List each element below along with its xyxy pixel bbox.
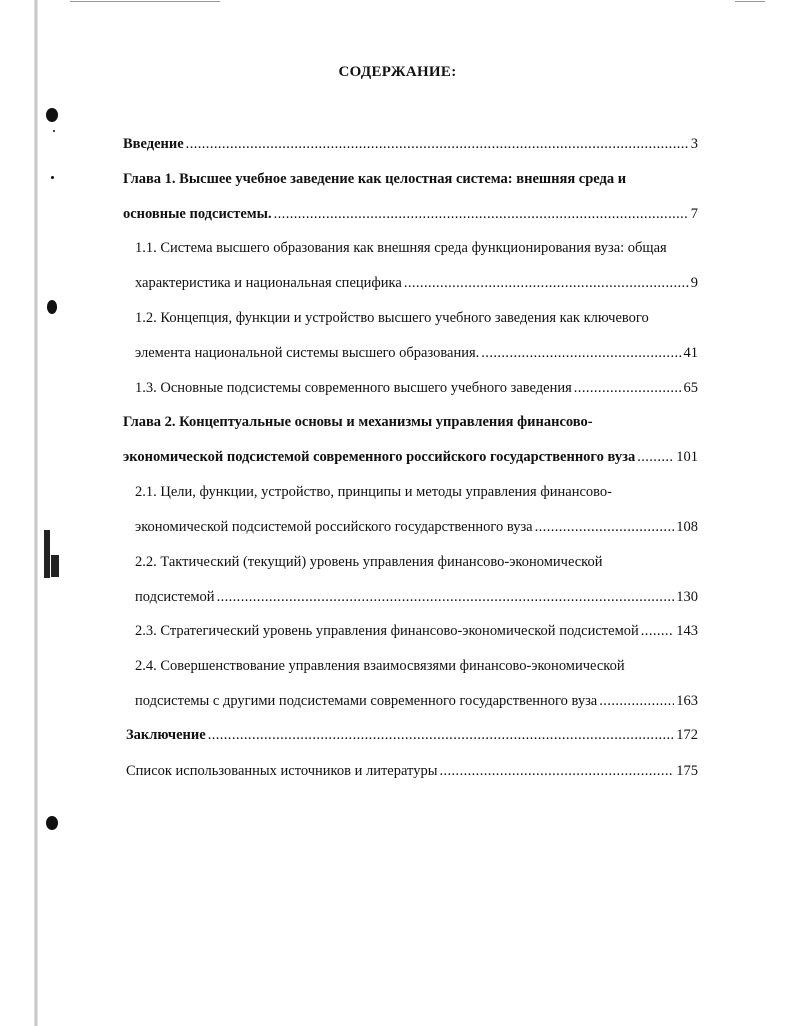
dot-leader (274, 205, 689, 223)
toc-entry-chapter-2 (123, 448, 698, 466)
toc-entry-chapter-1 (123, 205, 698, 223)
toc-entry-text: элемента национальной системы высшего образования. (135, 345, 480, 361)
toc-entry-text: основные подсистемы. (123, 206, 272, 222)
scan-dot (53, 130, 55, 132)
toc-entry-references (126, 762, 698, 780)
toc-entry-section-2-2 (135, 588, 698, 606)
toc-entry-introduction (123, 135, 698, 153)
dot-leader (641, 622, 674, 640)
toc-page-number: 163 (676, 693, 698, 709)
toc-entry-section-2-3 (135, 622, 698, 640)
dot-leader (481, 344, 681, 362)
toc-page-number: 175 (676, 763, 698, 779)
toc-entry-text: 1.3. Основные подсистемы современного высшего учебного заведения (135, 380, 572, 396)
toc-section-1-1-line1: 1.1. Система высшего образования как внешняя среда функционирования вуза: общая (135, 240, 667, 256)
punch-hole-mark (46, 108, 58, 122)
toc-entry-section-1-2 (135, 344, 698, 362)
dot-leader (637, 448, 674, 466)
toc-entry-text: Введение (123, 136, 184, 152)
toc-page-number: 41 (683, 345, 698, 361)
page-title: СОДЕРЖАНИЕ: (338, 64, 457, 80)
toc-page-number: 108 (676, 519, 698, 535)
toc-page-number: 101 (676, 449, 698, 465)
toc-entry-text: экономической подсистемой современного российского государственного вуза (123, 449, 636, 465)
toc-entry-conclusion (126, 726, 698, 744)
scan-line (70, 1, 220, 2)
toc-entry-section-1-3 (135, 379, 698, 397)
dot-leader (599, 692, 674, 710)
toc-chapter-2-line1: Глава 2. Концептуальные основы и механизмы управления финансово- (123, 414, 593, 430)
punch-hole-mark (47, 300, 57, 314)
dot-leader (439, 762, 674, 780)
toc-section-2-2-line1: 2.2. Тактический (текущий) уровень управления финансово-экономической (135, 554, 603, 570)
toc-entry-text: экономической подсистемой российского государственного вуза (135, 519, 533, 535)
toc-page-number: 172 (676, 727, 698, 743)
toc-page-number: 3 (690, 136, 698, 152)
toc-chapter-1-line1: Глава 1. Высшее учебное заведение как целостная система: внешняя среда и (123, 171, 627, 187)
toc-section-1-2-line1: 1.2. Концепция, функции и устройство высшего учебного заведения как ключевого (135, 310, 649, 326)
scan-edge (34, 0, 38, 1026)
toc-entry-section-2-1 (135, 518, 698, 536)
toc-section-2-4-line1: 2.4. Совершенствование управления взаимосвязями финансово-экономической (135, 658, 625, 674)
toc-entry-text: подсистемой (135, 589, 215, 605)
toc-page-number: 9 (690, 275, 698, 291)
punch-hole-mark (46, 816, 58, 830)
toc-entry-section-1-1 (135, 274, 698, 292)
toc-section-2-1-line1: 2.1. Цели, функции, устройство, принципы и методы управления финансово- (135, 484, 612, 500)
dot-leader (217, 588, 675, 606)
scan-dot (51, 176, 54, 179)
toc-entry-text: Список использованных источников и литературы (126, 763, 438, 779)
toc-entry-text: 2.3. Стратегический уровень управления финансово-экономической подсистемой (135, 623, 639, 639)
dot-leader (186, 135, 689, 153)
toc-page-number: 65 (683, 380, 698, 396)
toc-entry-section-2-4 (135, 692, 698, 710)
scan-streak (44, 530, 50, 578)
toc-entry-text: характеристика и национальная специфика (135, 275, 402, 291)
toc-entry-text: Заключение (126, 727, 206, 743)
scan-streak (51, 555, 59, 577)
toc-entry-text: подсистемы с другими подсистемами современного государственного вуза (135, 693, 598, 709)
dot-leader (574, 379, 682, 397)
dot-leader (404, 274, 689, 292)
dot-leader (208, 726, 675, 744)
toc-page-number: 130 (676, 589, 698, 605)
toc-page-number: 7 (690, 206, 698, 222)
scan-line (735, 1, 765, 2)
toc-page-number: 143 (676, 623, 698, 639)
dot-leader (535, 518, 675, 536)
